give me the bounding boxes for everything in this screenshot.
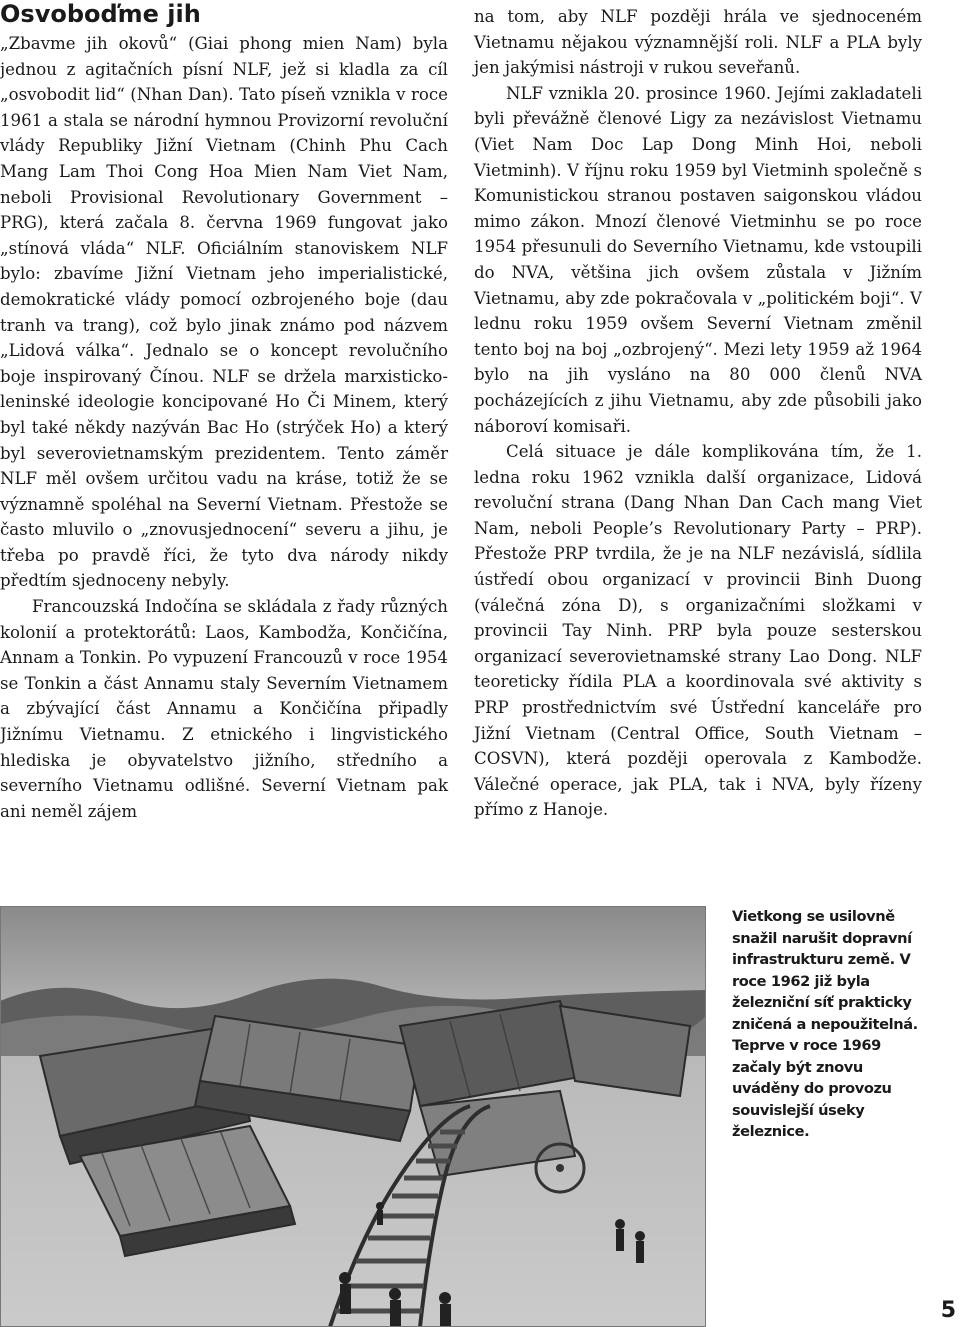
photo-caption: Vietkong se usilovně snažil narušit dopravní infrastrukturu země. V roce 1962 již byla železniční síť prakticky zničená a nepoužitelná. Teprve v roce 1969 začaly být znovu uváděny do provozu souvislejší úseky železnice. bbox=[732, 908, 918, 1140]
left-column bbox=[0, 0, 448, 824]
article-paragraph: NLF vznikla 20. prosince 1960. Jejími zakladateli byli převážně členové Ligy za nezávislost Vietnamu (Viet Nam Doc Lap Dong Minh Hoi, neboli Vietminh). V říjnu roku 1959 byl Vietminh společně s Komunistickou stranou postaven saigonskou vládou mimo zákon. Mnozí členové Vietminhu se po roce 1954 přesunuli do Severního Vietnamu, kde vstoupili do NVA, většina jich ovšem zůstala v Jižním Vietnamu, aby zde pokračovala v „politickém boji“. V lednu roku 1959 ovšem Severní Vietnam změnil tento boj na boj „ozbrojený“. Mezi lety 1959 až 1964 bylo na jih vysláno na 80 000 členů NVA pocházejících z jihu Vietnamu, aby zde působili jako náboroví komisaři. bbox=[474, 83, 922, 436]
derailed-train-photo bbox=[0, 906, 706, 1327]
article-paragraph: na tom, aby NLF později hrála ve sjednoceném Vietnamu nějakou významnější roli. NLF a PLA byly jen jakýmisi nástroji v rukou seveřanů. bbox=[474, 7, 922, 78]
article-title: Osvoboďme jih bbox=[0, 0, 201, 28]
photo-illustration bbox=[0, 906, 706, 1327]
article-paragraph: Celá situace je dále komplikována tím, že 1. ledna roku 1962 vznikla další organizace, Lidová revoluční strana (Dang Nhan Dan Cach mang Viet Nam, neboli People’s Revolutionary Party – PRP). Přestože PRP tvrdila, že je na NLF nezávislá, sídlila ústředí obou organizací v provincii Binh Duong (válečná zóna D), s organizačními složkami v provincii Tay Ninh. PRP byla pouze sesterskou organizací severovietnamské strany Lao Dong. NLF teoreticky řídila PLA a koordinovala své aktivity s PRP prostřednictvím své Ústřední kanceláře pro Jižní Vietnam (Central Office, South Vietnam – COSVN), která později operovala z Kambodže. Válečné operace, jak PLA, tak i NVA, byly řízeny přímo z Hanoje. bbox=[474, 442, 922, 820]
right-column bbox=[474, 4, 922, 823]
page-number: 5 bbox=[940, 1298, 956, 1323]
article-paragraph: Francouzská Indočína se skládala z řady různých kolonií a protektorátů: Laos, Kambodža, Končičína, Annam a Tonkin. Po vypuzení Francouzů v roce 1954 se Tonkin a část Annamu staly Severním Vietnamem a zbývající část Annamu a Končičína připadly Jižnímu Vietnamu. Z etnického i lingvistického hlediska je obyvatelstvo jižního, středního a severního Vietnamu odlišné. Severní Vietnam pak ani neměl zájem bbox=[0, 597, 448, 821]
article-paragraph: „Zbavme jih okovů“ (Giai phong mien Nam) byla jednou z agitačních písní NLF, jež si kladla za cíl „osvobodit lid“ (Nhan Dan). Tato píseň vznikla v roce 1961 a stala se národní hymnou Provizorní revoluční vlády Republiky Jižní Vietnam (Chinh Phu Cach Mang Lam Thoi Cong Hoa Mien Nam Viet Nam, neboli Provisional Revolutionary Government – PRG), která začala 8. června 1969 fungovat jako „stínová vláda“ NLF. Oficiálním stanoviskem NLF bylo: zbavíme Jižní Vietnam jeho imperialistické, demokratické vlády pomocí ozbrojeného boje (dau tranh va trang), což bylo jinak známo pod názvem „Lidová válka“. Jednalo se o koncept revolučního boje inspirovaný Čínou. NLF se držela marxisticko-leninské ideologie koncipované Ho Či Minem, který byl také někdy nazýván Bac Ho (strýček Ho) a který byl severovietnamským prezidentem. Tento záměr NLF měl ovšem určitou vadu na kráse, totiž že se významně spoléhal na Severní Vietnam. Přestože se často mluvilo o „znovusjednocení“ severu a jihu, je třeba po pravdě říci, že tyto dva národy nikdy předtím sjednoceny nebyly. bbox=[0, 34, 448, 591]
